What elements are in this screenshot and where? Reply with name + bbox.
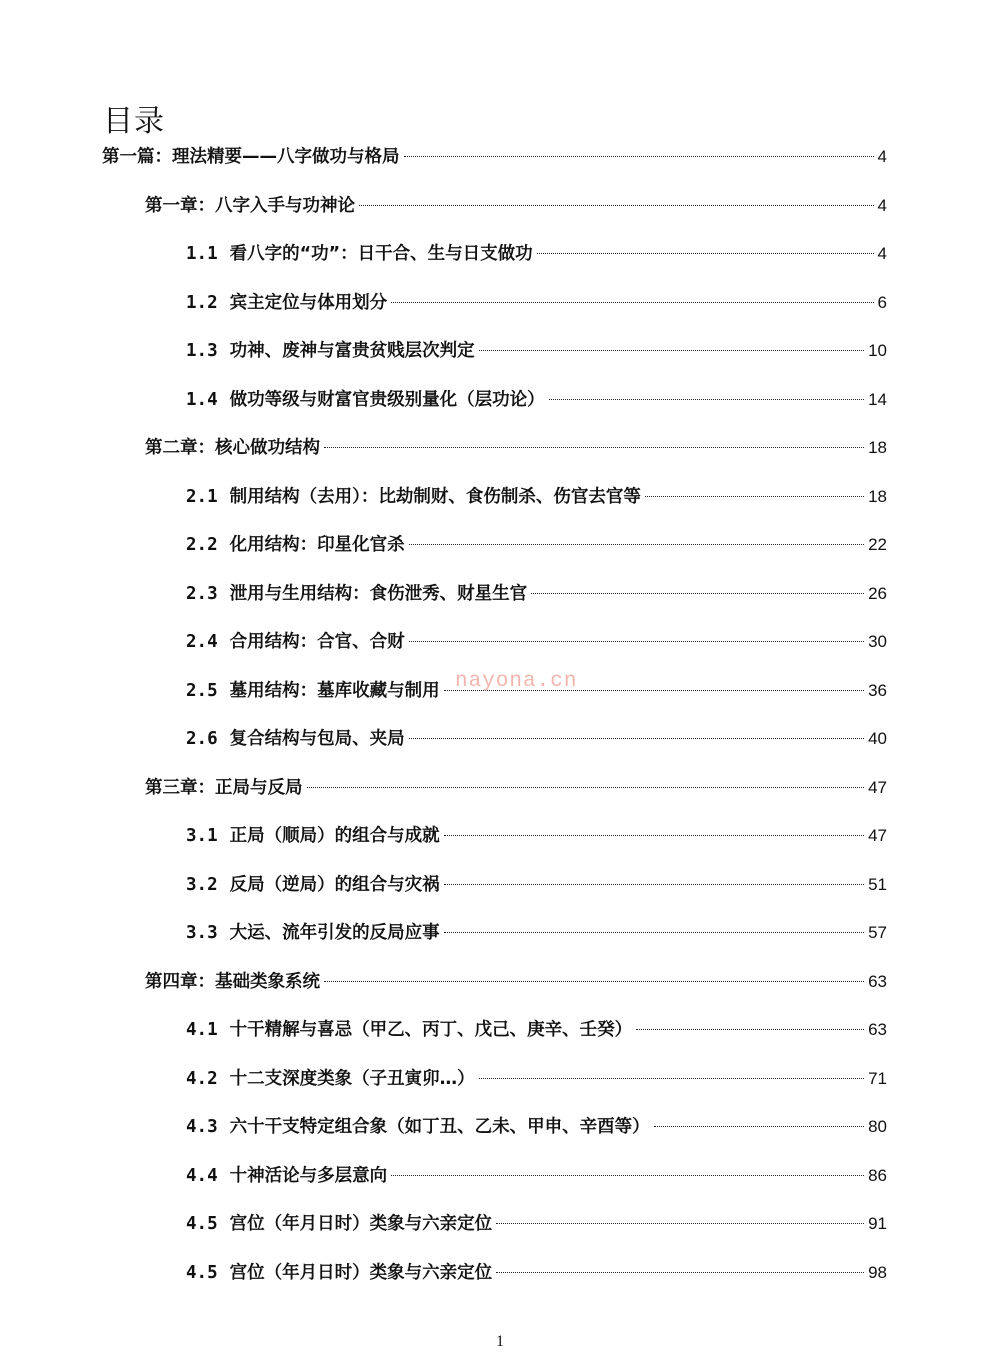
toc-entry-label: 第一篇：理法精要——八字做功与格局	[102, 147, 400, 167]
toc-entry-page: 10	[868, 341, 887, 360]
toc-entry-number: 4.2	[186, 1068, 218, 1089]
toc-entry[interactable]	[186, 1162, 887, 1202]
toc-entry-number: 1.3	[186, 341, 218, 361]
toc-entry[interactable]	[186, 871, 887, 911]
toc-dot-leader	[404, 156, 874, 157]
toc-entry-label: 六十干支特定组合象（如丁丑、乙未、甲申、辛酉等）	[229, 1117, 650, 1137]
toc-entry-page: 18	[868, 486, 887, 506]
toc-entry-page: 36	[868, 680, 887, 700]
toc-dot-leader	[444, 932, 864, 933]
toc-entry-number: 3.3	[186, 923, 218, 943]
toc-entry-label: 第二章：核心做功结构	[145, 438, 320, 458]
toc-entry-page: 86	[868, 1165, 887, 1185]
toc-entry[interactable]	[186, 289, 887, 329]
toc-entry[interactable]	[145, 968, 887, 1008]
toc-entry-page: 6	[877, 292, 887, 312]
toc-entry-label: 第四章：基础类象系统	[145, 971, 320, 992]
toc-entry-page: 14	[868, 389, 887, 409]
toc-entry-number: 2.3	[186, 583, 218, 604]
toc-entry-label: 看八字的“功”：日干合、生与日支做功	[229, 244, 533, 264]
toc-dot-leader	[531, 593, 864, 594]
toc-entry-label: 第一章：八字入手与功神论	[145, 195, 355, 216]
toc-dot-leader	[409, 641, 864, 642]
toc-dot-leader	[409, 544, 864, 545]
toc-entry-label: 正局（顺局）的组合与成就	[229, 826, 440, 846]
toc-dot-leader	[324, 981, 864, 982]
toc-entry[interactable]	[186, 386, 887, 426]
toc-entry-page: 4	[877, 244, 887, 263]
toc-entry-label: 宾主定位与体用划分	[229, 292, 388, 313]
toc-entry-page: 57	[868, 923, 887, 942]
toc-entry-page: 26	[868, 583, 887, 603]
toc-dot-leader	[549, 399, 864, 400]
toc-entry-label: 十神活论与多层意向	[229, 1165, 388, 1186]
toc-entry-number: 3.2	[186, 874, 218, 895]
toc-entry-page: 30	[868, 632, 887, 651]
toc-entry[interactable]	[145, 434, 887, 474]
toc-entry-number: 1.1	[186, 244, 218, 264]
toc-dot-leader	[645, 496, 864, 497]
toc-entry[interactable]	[186, 1065, 887, 1105]
toc-dot-leader	[324, 447, 864, 448]
toc-entry-number: 2.5	[186, 680, 218, 701]
toc-entry-number: 2.2	[186, 535, 218, 555]
toc-entry-page: 47	[868, 826, 887, 845]
toc-entry-page: 98	[868, 1262, 887, 1282]
toc-entry-label: 第三章：正局与反局	[145, 777, 303, 798]
toc-entry-label: 反局（逆局）的组合与灾祸	[229, 874, 440, 895]
toc-entry[interactable]	[186, 1210, 887, 1250]
toc-entry-page: 91	[868, 1214, 887, 1233]
toc-entry-label: 复合结构与包局、夹局	[229, 729, 405, 749]
toc-entry-number: 1.4	[186, 389, 218, 410]
toc-entry-label: 泄用与生用结构：食伤泄秀、财星生官	[229, 583, 528, 604]
toc-entry-page: 63	[868, 1020, 887, 1039]
toc-entry-number: 2.4	[186, 632, 218, 652]
toc-entry-number: 2.6	[186, 729, 218, 749]
toc-entry-page: 22	[868, 535, 887, 554]
toc-entry-label: 十二支深度类象（子丑寅卯…）	[229, 1068, 475, 1089]
toc-entry[interactable]	[186, 240, 887, 280]
toc-entry-label: 功神、废神与富贵贫贱层次判定	[229, 341, 475, 361]
toc-entry-label: 宫位（年月日时）类象与六亲定位	[229, 1262, 493, 1283]
page-number: 1	[496, 1333, 504, 1350]
toc-entry-page: 63	[868, 971, 887, 991]
toc-entry-number: 1.2	[186, 292, 218, 313]
toc-dot-leader	[391, 302, 873, 303]
toc-entry[interactable]	[186, 1113, 887, 1153]
toc-entry[interactable]	[186, 919, 887, 959]
toc-entry-page: 4	[877, 195, 887, 215]
toc-entry-page: 18	[868, 438, 887, 457]
toc-entry-page: 47	[868, 777, 887, 797]
toc-entry-page: 71	[868, 1068, 887, 1088]
toc-entry[interactable]	[186, 628, 887, 668]
toc-entry-label: 制用结构（去用）：比劫制财、食伤制杀、伤官去官等	[229, 486, 641, 507]
toc-dot-leader	[479, 1078, 864, 1079]
toc-dot-leader	[444, 884, 864, 885]
toc-entry-number: 3.1	[186, 826, 218, 846]
toc-dot-leader	[409, 738, 864, 739]
toc-dot-leader	[636, 1029, 864, 1030]
toc-entry[interactable]	[186, 822, 887, 862]
toc-entry-number: 4.5	[186, 1214, 218, 1234]
toc-entry[interactable]	[186, 483, 887, 523]
toc-entry[interactable]	[145, 192, 887, 232]
toc-entry-page: 40	[868, 729, 887, 748]
toc-entry-page: 51	[868, 874, 887, 894]
toc-entry[interactable]	[186, 1016, 887, 1056]
toc-entry-page: 4	[877, 147, 887, 166]
toc-dot-leader	[391, 1175, 864, 1176]
toc-entry[interactable]	[102, 143, 887, 183]
toc-entry-label: 做功等级与财富官贵级别量化（层功论）	[229, 389, 545, 410]
toc-entry[interactable]	[186, 580, 887, 620]
toc-entry-label: 宫位（年月日时）类象与六亲定位	[229, 1214, 493, 1234]
toc-entry-number: 4.5	[186, 1262, 218, 1283]
toc-entry-number: 4.3	[186, 1117, 218, 1137]
toc-dot-leader	[307, 787, 865, 788]
toc-entry-number: 2.1	[186, 486, 218, 507]
toc-entry-label: 化用结构：印星化官杀	[229, 535, 405, 555]
toc-entry[interactable]	[186, 337, 887, 377]
toc-dot-leader	[537, 253, 874, 254]
toc-dot-leader	[654, 1126, 864, 1127]
toc-entry-number: 4.4	[186, 1165, 218, 1186]
page-title: 目录	[103, 104, 165, 139]
toc-entry-label: 大运、流年引发的反局应事	[229, 923, 440, 943]
toc-entry[interactable]	[145, 774, 887, 814]
toc-dot-leader	[496, 1223, 864, 1224]
toc-dot-leader	[444, 835, 864, 836]
toc-dot-leader	[496, 1272, 864, 1273]
toc-entry-label: 合用结构：合官、合财	[229, 632, 405, 652]
toc-entry-page: 80	[868, 1117, 887, 1136]
toc-entry[interactable]	[186, 531, 887, 571]
toc-dot-leader	[479, 350, 864, 351]
toc-entry-label: 墓用结构：墓库收藏与制用	[229, 680, 440, 701]
toc-entry[interactable]	[186, 725, 887, 765]
watermark: nayona.cn	[455, 670, 578, 693]
toc-dot-leader	[359, 205, 874, 206]
toc-entry-number: 4.1	[186, 1020, 218, 1040]
toc-entry[interactable]	[186, 1259, 887, 1299]
toc-entry-label: 十干精解与喜忌（甲乙、丙丁、戊己、庚辛、壬癸）	[229, 1020, 633, 1040]
